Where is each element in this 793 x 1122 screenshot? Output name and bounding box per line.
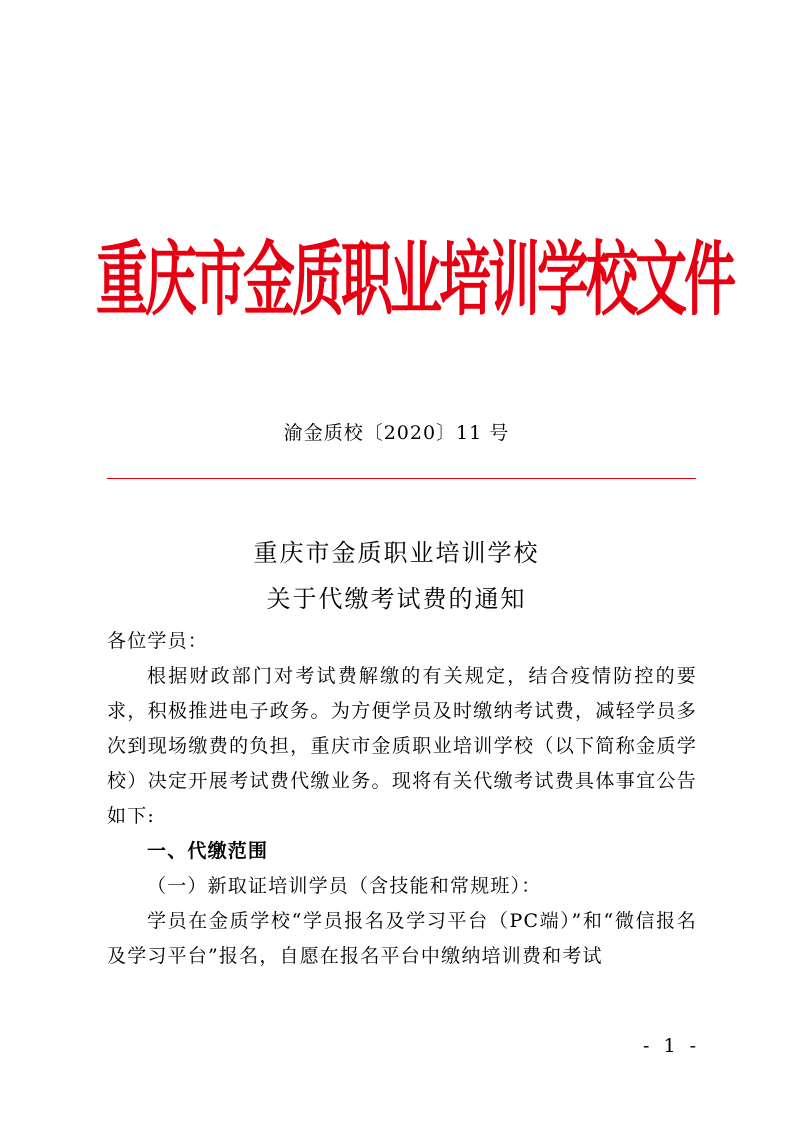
paragraph-intro: 根据财政部门对考试费解缴的有关规定，结合疫情防控的要求，积极推进电子政务。为方便学员及时缴纳考试费，减轻学员多次到现场缴费的负担，重庆市金质职业培训学校（以下简称金质学校）决定开展考试费代缴业务。现将有关代缴考试费具体事宜公告如下: — [107, 665, 697, 827]
document-header-title: 重庆市金质职业培训学校文件 — [96, 234, 734, 328]
document-number: 渝金质校〔2020〕11 号 — [283, 422, 510, 444]
salutation: 各位学员： — [107, 630, 209, 652]
notice-title-line1: 重庆市金质职业培训学校 — [253, 539, 540, 567]
red-divider-line — [107, 478, 696, 479]
document-body — [107, 624, 697, 974]
paragraph-registration: 学员在金质学校“学员报名及学习平台（PC端）”和“微信报名及学习平台”报名，自愿在报名平台中缴纳培训费和考试 — [107, 910, 697, 967]
section-heading-scope: 一、代缴范围 — [147, 840, 269, 862]
notice-title-line2: 关于代缴考试费的通知 — [266, 585, 527, 613]
subsection-heading-new-certificate: （一）新取证培训学员（含技能和常规班）： — [147, 875, 542, 897]
page-number: - 1 - — [642, 1035, 700, 1057]
